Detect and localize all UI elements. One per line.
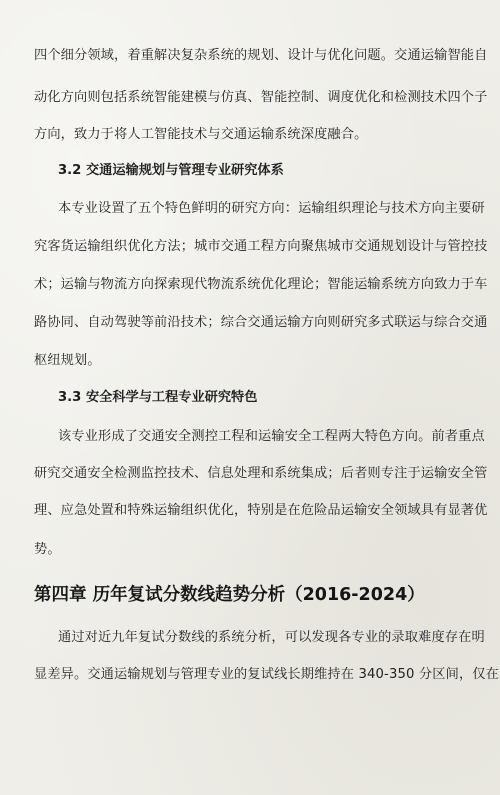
paragraph-line: 四个细分领域，着重解决复杂系统的规划、设计与优化问题。交通运输智能自 (34, 48, 488, 63)
paragraph-line: 路协同、自动驾驶等前沿技术；综合交通运输方向则研究多式联运与综合交通 (34, 315, 488, 330)
paragraph-line: 该专业形成了交通安全测控工程和运输安全工程两大特色方向。前者重点 (58, 429, 485, 444)
paragraph-line: 研究交通安全检测监控技术、信息处理和系统集成；后者则专注于运输安全管 (34, 466, 488, 481)
section-heading-3-2: 3.2 交通运输规划与管理专业研究体系 (58, 163, 284, 178)
paragraph-line: 通过对近九年复试分数线的系统分析，可以发现各专业的录取难度存在明 (58, 630, 485, 645)
section-heading-3-3: 3.3 安全科学与工程专业研究特色 (58, 390, 258, 405)
paragraph-line: 术；运输与物流方向探索现代物流系统优化理论；智能运输系统方向致力于车 (34, 277, 488, 292)
paragraph-line: 枢纽规划。 (34, 353, 101, 368)
paragraph-line: 动化方向则包括系统智能建模与仿真、智能控制、调度优化和检测技术四个子 (34, 90, 488, 105)
chapter-heading: 第四章 历年复试分数线趋势分析（2016-2024） (34, 585, 425, 605)
paragraph-line: 显差异。交通运输规划与管理专业的复试线长期维持在 340-350 分区间，仅在 (34, 667, 499, 682)
paragraph-line: 方向，致力于将人工智能技术与交通运输系统深度融合。 (34, 127, 368, 142)
paragraph-line: 势。 (34, 542, 61, 557)
paragraph-line: 本专业设置了五个特色鲜明的研究方向：运输组织理论与技术方向主要研 (58, 201, 485, 216)
paragraph-line: 究客货运输组织优化方法；城市交通工程方向聚焦城市交通规划设计与管控技 (34, 239, 488, 254)
paragraph-line: 理、应急处置和特殊运输组织优化，特别是在危险品运输安全领域具有显著优 (34, 503, 488, 518)
